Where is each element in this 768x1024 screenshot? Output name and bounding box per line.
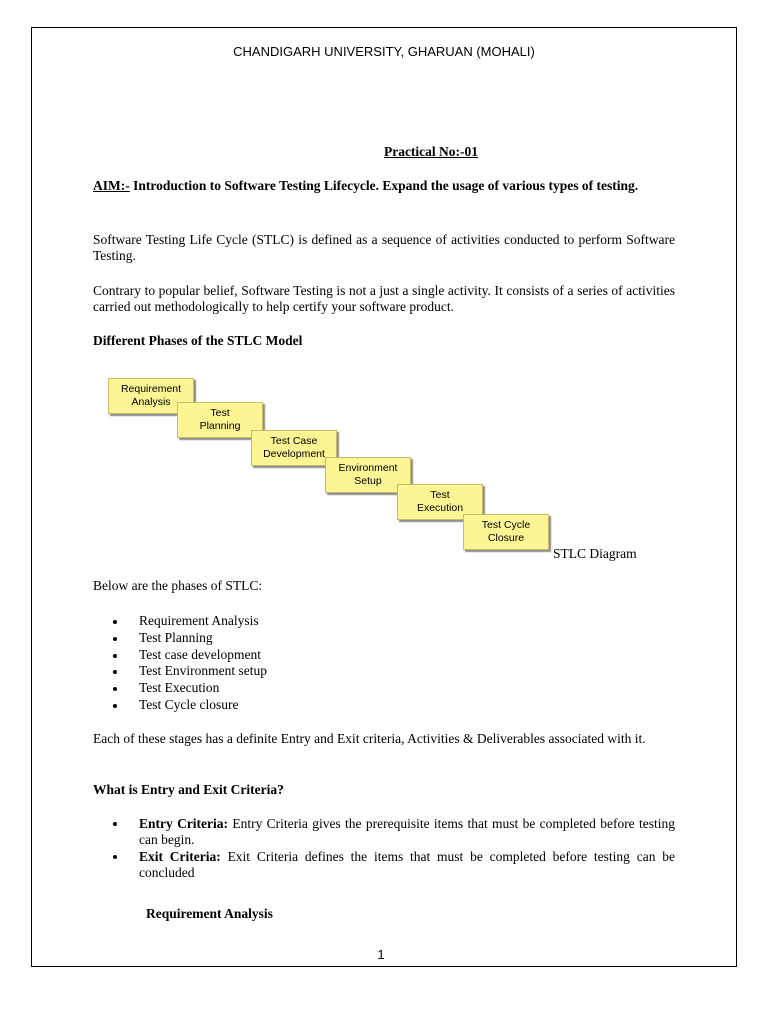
stage-line1: Requirement — [120, 383, 182, 395]
aim-statement — [93, 176, 653, 196]
criteria-text: Exit Criteria defines the items that must be completed before testing can be concluded — [139, 849, 675, 880]
stage-line1: Test Case — [270, 435, 318, 447]
stage-line1: Test Cycle — [481, 519, 531, 531]
list-item: Test case development — [113, 647, 267, 664]
phases-heading: Different Phases of the STLC Model — [93, 333, 303, 348]
diagram-caption: STLC Diagram — [553, 546, 637, 561]
practical-title: Practical No:-01 — [383, 144, 479, 159]
criteria-term: Entry Criteria: — [139, 816, 229, 831]
criteria-text: Entry Criteria gives the prerequisite items that must be completed before testing can begin. — [139, 816, 675, 847]
stage-line1: Test — [210, 407, 230, 419]
entry-criteria-item — [113, 816, 675, 848]
university-header: CHANDIGARH UNIVERSITY, GHARUAN (MOHALI) — [233, 44, 535, 59]
list-item: Test Execution — [113, 680, 267, 697]
phases-intro: Below are the phases of STLC: — [93, 578, 263, 593]
aim-text: Introduction to Software Testing Lifecycle. Expand the usage of various types of testing. — [129, 178, 639, 193]
criteria-term: Exit Criteria: — [139, 849, 221, 864]
requirement-analysis-heading: Requirement Analysis — [146, 906, 273, 921]
list-item: Test Planning — [113, 630, 267, 647]
criteria-list — [113, 816, 675, 882]
list-item: Requirement Analysis — [113, 613, 267, 630]
stage-line2: Analysis — [131, 396, 171, 408]
stage-test-cycle-closure — [463, 514, 549, 550]
list-item: Test Environment setup — [113, 663, 267, 680]
page-number: 1 — [377, 947, 385, 962]
stage-line2: Closure — [487, 532, 525, 544]
stages-paragraph: Each of these stages has a definite Entry and Exit criteria, Activities & Deliverables associated with it. — [93, 731, 646, 746]
criteria-heading: What is Entry and Exit Criteria? — [93, 782, 284, 797]
stage-line2: Development — [263, 448, 325, 460]
stlc-definition-paragraph: Software Testing Life Cycle (STLC) is defined as a sequence of activities conducted to perform Software Testing. — [93, 232, 675, 263]
stage-line1: Environment — [338, 462, 398, 474]
aim-label: AIM:- — [93, 178, 130, 193]
exit-criteria-item — [113, 849, 675, 881]
stlc-belief-paragraph: Contrary to popular belief, Software Testing is not a just a single activity. It consists of a series of activities carried out methodologically to help certify your software product. — [93, 283, 675, 314]
list-item: Test Cycle closure — [113, 697, 267, 714]
stage-line2: Setup — [354, 475, 382, 487]
stage-line1: Test — [430, 489, 450, 501]
stage-line2: Execution — [416, 502, 464, 514]
phases-list — [113, 613, 267, 714]
stage-line2: Planning — [199, 420, 241, 432]
